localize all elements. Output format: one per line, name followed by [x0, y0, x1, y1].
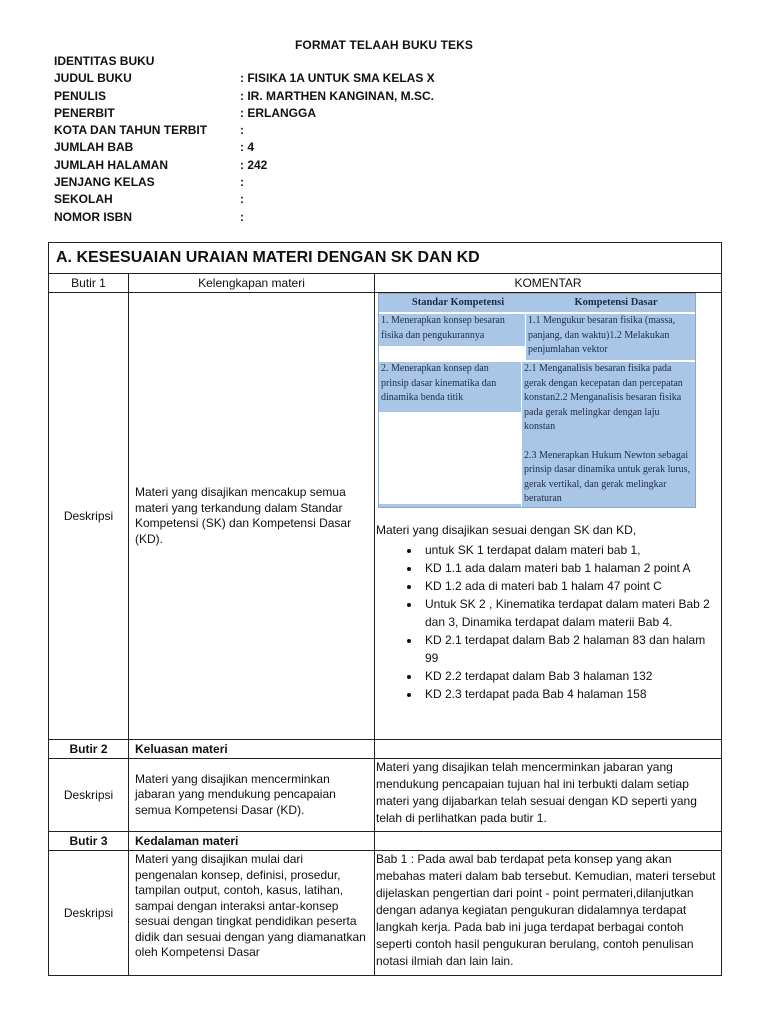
identity-value: :	[240, 123, 244, 138]
identity-row	[54, 191, 435, 208]
section-heading: A. KESESUAIAN URAIAN MATERI DENGAN SK DAN KD	[49, 243, 722, 274]
identity-value: : FISIKA 1A UNTUK SMA KELAS X	[240, 71, 435, 86]
desc-label: Deskripsi	[49, 293, 129, 740]
identity-value: :	[240, 209, 244, 224]
sk-header: Standar Kompetensi	[411, 297, 505, 308]
identity-row	[54, 139, 435, 156]
identity-row	[54, 88, 435, 105]
sk-kd-header	[379, 294, 695, 312]
identity-label: JENJANG KELAS	[54, 175, 155, 190]
sk-kd-row	[379, 312, 695, 360]
identity-value: : IR. MARTHEN KANGINAN, M.SC.	[240, 88, 434, 103]
desc-label: Deskripsi	[49, 759, 129, 832]
empty-cell	[375, 832, 722, 851]
list-item: • KD 2.2 terdapat dalam Bab 3 halaman 132	[421, 667, 721, 685]
komentar-cell	[375, 293, 722, 740]
kd-header: Kompetensi Dasar	[574, 297, 658, 308]
kd-text: 2.1 Menganalisis besaran fisika pada gerak dengan kecepatan dan percepatan konstan2.2 Menganalisis besaran fisika pada gerak melingkar dengan laju konstan	[524, 363, 683, 432]
review-table	[48, 242, 722, 976]
butir-label: Butir 2	[49, 740, 129, 759]
butir-title: Kelengkapan materi	[129, 274, 375, 293]
identity-row	[54, 174, 435, 191]
empty-cell	[375, 740, 722, 759]
butir-title: Kedalaman materi	[129, 832, 375, 851]
komentar-list	[376, 541, 721, 703]
butir-label: Butir 1	[49, 274, 129, 293]
identity-label: SEKOLAH	[54, 192, 113, 207]
komentar-intro: Materi yang disajikan sesuai dengan SK dan KD,	[376, 522, 637, 537]
komentar-text: Bab 1 : Pada awal bab terdapat peta konsep yang akan mebahas materi dalam bab tersebut. Kemudian, materi tersebut dijelaskan pengertian dari point - point permateri,dilanjutkan dengan adanya kegiatan pengukuran didalamnya terdapat langkah kerja. Pada bab ini juga terdapat berbagai contoh seperti contoh hasil pengukuran berulang, contoh penulisan notasi ilmiah dan lain lain.	[375, 851, 722, 976]
sk-cell	[379, 314, 526, 360]
document-title: FORMAT TELAAH BUKU TEKS	[294, 38, 474, 52]
identity-label: PENULIS	[54, 88, 107, 103]
identity-row	[54, 70, 435, 87]
butir-title: Keluasan materi	[129, 740, 375, 759]
identity-label: KOTA DAN TAHUN TERBIT	[54, 123, 208, 138]
desc-label: Deskripsi	[49, 851, 129, 976]
butir-description: Materi yang disajikan mulai dari pengenalan konsep, definisi, prosedur, tampilan output, contoh, kasus, latihan, sampai dengan interaksi antar-konsep sesuai dengan tingkat pendidikan peserta didik dan sesuai dengan yang diamanatkan oleh Kompetensi Dasar	[129, 851, 375, 976]
sk-kd-table-image	[378, 293, 696, 508]
identity-row	[54, 157, 435, 174]
identity-label: JUMLAH HALAMAN	[54, 157, 168, 172]
identity-label: PENERBIT	[54, 105, 115, 120]
blank-strip	[379, 412, 521, 504]
blank-strip	[379, 346, 525, 360]
komentar-header: KOMENTAR	[375, 274, 722, 293]
list-item: • KD 2.1 terdapat dalam Bab 2 halaman 83 dan halam 99	[421, 631, 721, 667]
sk-text: 1. Menerapkan konsep besaran fisika dan pengukurannya	[381, 315, 505, 341]
identity-row	[54, 122, 435, 139]
sk-kd-row	[379, 360, 695, 507]
identity-label: NOMOR ISBN	[54, 209, 132, 224]
butir-description: Materi yang disajikan mencerminkan jabaran yang mendukung pencapaian semua Kompetensi Dasar (KD).	[129, 759, 375, 832]
butir-label: Butir 3	[49, 832, 129, 851]
identity-value: :	[240, 192, 244, 207]
identity-label: JUMLAH BAB	[54, 140, 134, 155]
identity-label: JUDUL BUKU	[54, 71, 132, 86]
identity-heading: IDENTITAS BUKU	[54, 54, 155, 68]
identity-row	[54, 209, 435, 226]
identity-row	[54, 105, 435, 122]
sk-text: 2. Menerapkan konsep dan prinsip dasar kinematika dan dinamika benda titik	[381, 363, 497, 403]
book-identity	[54, 53, 435, 226]
identity-value: : 242	[240, 157, 268, 172]
kd-text: 2.3 Menerapkan Hukum Newton sebagai prinsip dasar dinamika untuk gerak lurus, gerak vertikal, dan gerak melingkar beraturan	[524, 449, 691, 504]
sk-cell	[379, 362, 522, 507]
komentar-text: Materi yang disajikan telah mencerminkan jabaran yang mendukung pencapaian tujuan hal ini terbukti dalam setiap materi yang dijabarkan telah sesuai dengan KD seperti yang telah di perlihatkan pada butir 1.	[375, 759, 722, 832]
identity-value: : ERLANGGA	[240, 105, 316, 120]
butir-description: Materi yang disajikan mencakup semua materi yang terkandung dalam Standar Kompetensi (SK) dan Kompetensi Dasar (KD).	[129, 293, 375, 740]
list-item: • KD 2.3 terdapat pada Bab 4 halaman 158	[421, 685, 721, 703]
identity-value: :	[240, 175, 244, 190]
list-item: • KD 1.2 ada di materi bab 1 halam 47 point C	[421, 577, 721, 595]
kd-cell	[522, 362, 695, 507]
kd-cell: 1.1 Mengukur besaran fisika (massa, panjang, dan waktu)1.2 Melakukan penjumlahan vektor	[528, 315, 676, 355]
list-item: • Untuk SK 2 , Kinematika terdapat dalam materi Bab 2 dan 3, Dinamika terdapat dalam materii Bab 4.	[421, 595, 721, 631]
list-item: • untuk SK 1 terdapat dalam materi bab 1,	[421, 541, 721, 559]
list-item: • KD 1.1 ada dalam materi bab 1 halaman 2 point A	[421, 559, 721, 577]
identity-value: : 4	[240, 140, 255, 155]
